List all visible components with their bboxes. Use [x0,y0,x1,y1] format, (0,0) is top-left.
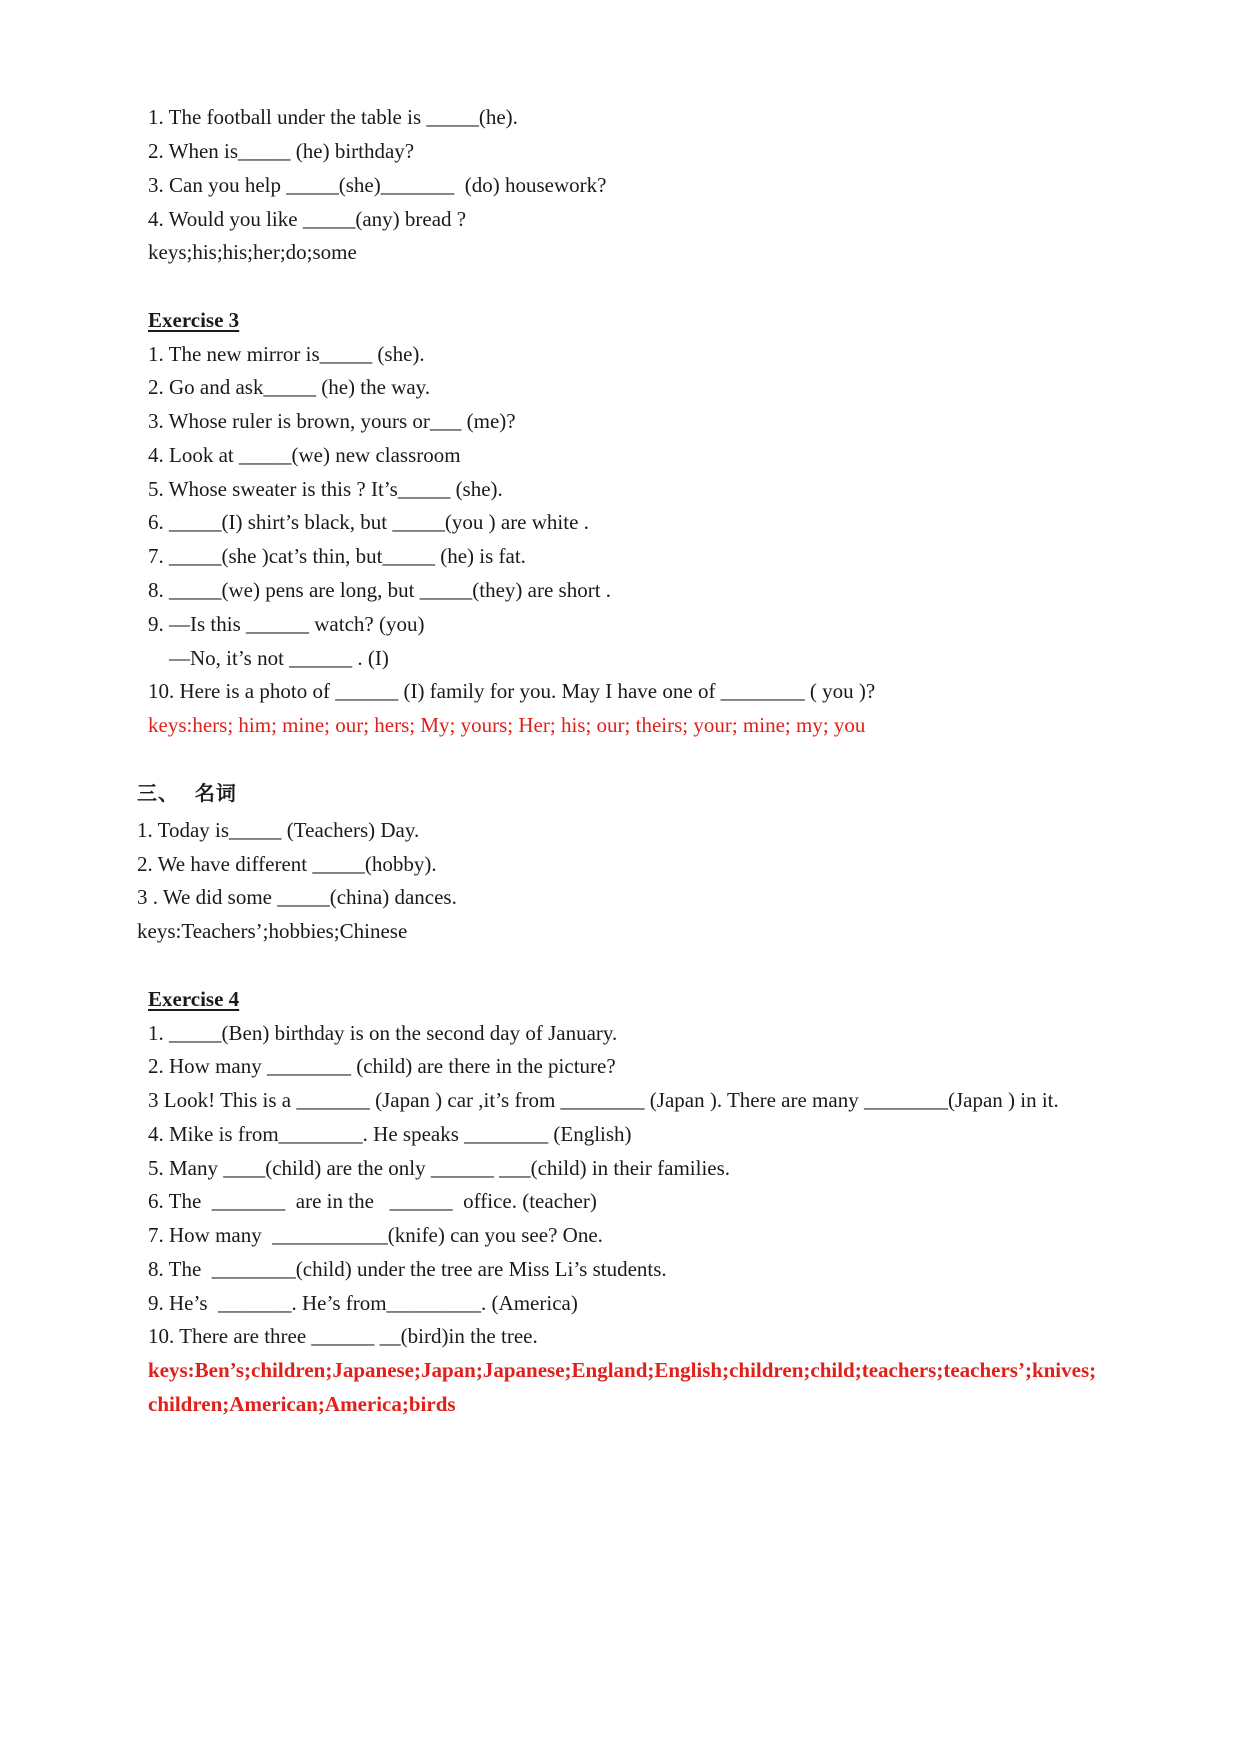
exercise-item: 10. There are three ______ __(bird)in the tree. [148,1324,538,1348]
exercise-item: 2. How many ________ (child) are there in the picture? [148,1054,616,1078]
exercise-item: 7. How many ___________(knife) can you see? One. [148,1223,603,1247]
exercise-heading: Exercise 3 [148,308,240,332]
exercise-item: 2. When is_____ (he) birthday? [148,139,415,163]
exercise-item: 3. Whose ruler is brown, yours or___ (me)? [148,409,516,433]
answer-keys: keys:Teachers’;hobbies;Chinese [137,919,408,943]
exercise-item: 8. _____(we) pens are long, but _____(they) are short . [148,578,612,602]
exercise-item: 4. Look at _____(we) new classroom [148,443,461,467]
exercise-item: 3 . We did some _____(china) dances. [137,885,457,909]
exercise-item: 9. He’s _______. He’s from_________. (America) [148,1291,578,1315]
exercise-item: 5. Whose sweater is this ? It’s_____ (she). [148,477,503,501]
answer-keys: keys:hers; him; mine; our; hers; My; yours; Her; his; our; theirs; your; mine; my; you [148,713,866,737]
exercise-item: 6. _____(I) shirt’s black, but _____(you ) are white . [148,510,589,534]
exercise-item: 10. Here is a photo of ______ (I) family for you. May I have one of ________ ( you )? [148,679,876,703]
exercise-item: 6. The _______ are in the ______ office. (teacher) [148,1189,597,1213]
exercise-item: 8. The ________(child) under the tree are Miss Li’s students. [148,1257,667,1281]
exercise-heading: Exercise 4 [148,987,240,1011]
exercise-item: 3. Can you help _____(she)_______ (do) housework? [148,173,607,197]
exercise-item: 4. Would you like _____(any) bread ? [148,207,467,231]
exercise-item: 9. —Is this ______ watch? (you) [148,612,425,636]
exercise-item: —No, it’s not ______ . (I) [148,646,389,670]
exercise-item: 1. _____(Ben) birthday is on the second day of January. [148,1021,618,1045]
exercise-item: 4. Mike is from________. He speaks ________ (English) [148,1122,632,1146]
exercise-item: 7. _____(she )cat’s thin, but_____ (he) is fat. [148,544,526,568]
exercise-item: 2. Go and ask_____ (he) the way. [148,375,431,399]
answer-keys-continued: children;American;America;birds [148,1392,456,1416]
exercise-item: 3 Look! This is a _______ (Japan ) car ,it’s from ________ (Japan ). There are many ________(Japan ) in it. [148,1088,1059,1112]
exercise-item: 1. Today is_____ (Teachers) Day. [137,818,420,842]
answer-keys: keys;his;his;her;do;some [148,240,357,264]
exercise-item: 2. We have different _____(hobby). [137,852,437,876]
exercise-item: 5. Many ____(child) are the only ______ ___(child) in their families. [148,1156,731,1180]
section-title: 三、 名词 [137,781,237,805]
exercise-item: 1. The football under the table is _____(he). [148,105,518,129]
exercise-item: 1. The new mirror is_____ (she). [148,342,425,366]
answer-keys: keys:Ben’s;children;Japanese;Japan;Japanese;England;English;children;child;teachers;teachers’;knives; [148,1358,1097,1382]
